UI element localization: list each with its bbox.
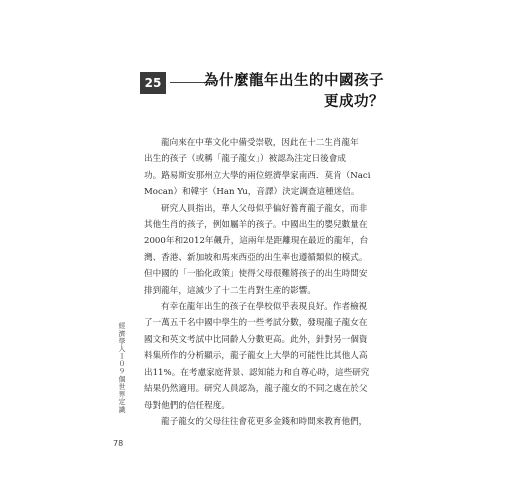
text-line: 排到龍年，這減少了十二生肖對生產的影響。 [144, 285, 316, 296]
text-line: 結果仍然適用。研究人員認為，龍子龍女的不同之處在於父 [144, 384, 368, 395]
text-line: Mocan）和韓宇（Han Yu，音譯）決定調查這種迷信。 [144, 187, 360, 198]
running-book-title: 經濟學人１０９個世界定識 [118, 322, 126, 414]
text-line: 其他生肖的孩子，例如屬羊的孩子。中國出生的嬰兒數量在 [144, 220, 368, 231]
text-line: 龍子龍女的父母往往會花更多金錢和時間來教育他們， [161, 416, 368, 427]
text-line: 灣、香港、新加坡和馬來西亞的出生率也遵循類似的模式。 [144, 252, 368, 263]
page-number: 78 [113, 439, 124, 448]
chapter-title-line: 更成功？ [324, 94, 384, 110]
paragraph [144, 135, 376, 201]
text-line: 功。路易斯安那州立大學的兩位經濟學家南西．莫肯（Naci [144, 170, 371, 181]
text-line: 龍向來在中華文化中備受崇敬，因此在十二生肖龍年 [161, 138, 359, 148]
body-text [144, 135, 376, 430]
paragraph [144, 201, 376, 299]
text-line: 國文和英文考試中比同齡人分數更高。此外，針對另一個資 [144, 334, 368, 345]
text-line: 料集所作的分析顯示，龍子龍女上大學的可能性比其他人高 [144, 351, 368, 362]
text-line: 出生的孩子（或稱「龍子龍女」）被認為注定日後會成 [144, 154, 346, 165]
chapter-title-line: 為什麼龍年出生的中國孩子 [204, 73, 384, 89]
text-line: 有幸在龍年出生的孩子在學校似乎表現良好。作者檢視 [161, 302, 368, 313]
chapter-title [200, 71, 384, 113]
text-line: 出11%。在考慮家庭背景、認知能力和自尊心時，這些研究 [144, 367, 370, 378]
text-line: 母對他們的信任程度。 [144, 400, 230, 411]
text-line: 了一萬五千名中國中學生的一些考試分數，發現龍子龍女在 [144, 318, 368, 329]
text-line: 但中國的「一胎化政策」使得父母很難將孩子的出生時間安 [144, 269, 368, 280]
text-line: 研究人員指出，華人父母似乎偏好養育龍子龍女，而非 [161, 203, 368, 214]
chapter-number-badge: 25 [140, 72, 166, 94]
paragraph [144, 299, 376, 414]
text-line: 2000年和2012年飆升，這兩年是距離現在最近的龍年，台 [144, 236, 369, 247]
paragraph [144, 414, 376, 430]
